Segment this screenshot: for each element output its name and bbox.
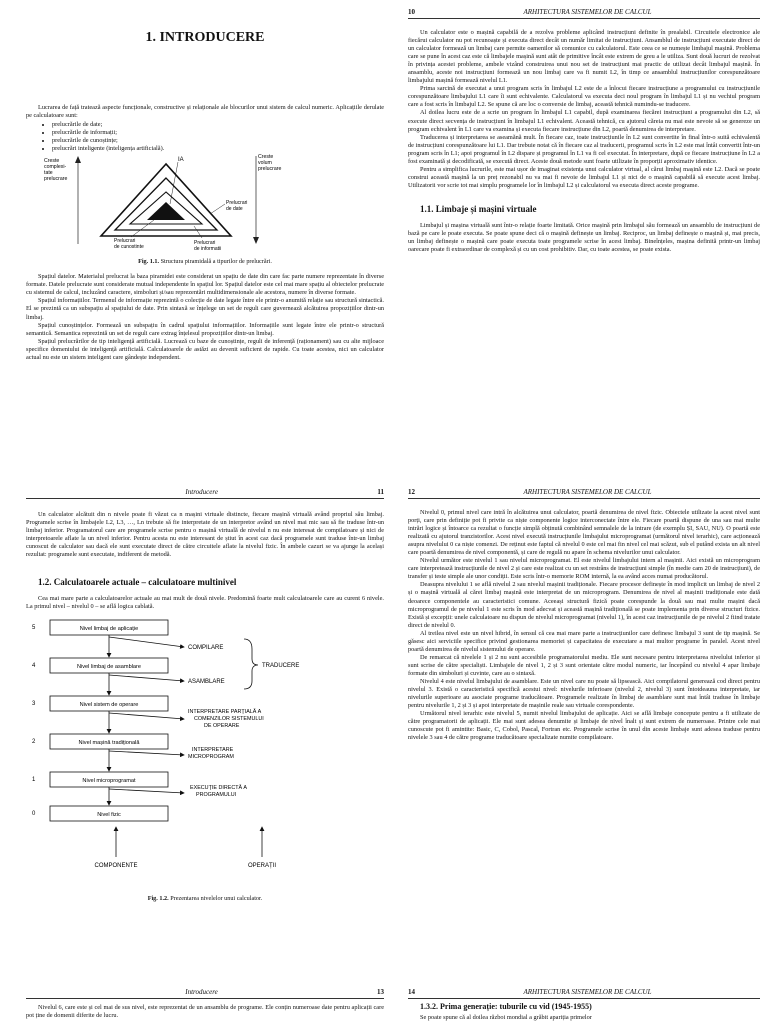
interp-micro-l2: MICROPROGRAM xyxy=(188,754,234,761)
compilare-label: COMPILARE xyxy=(188,645,224,652)
page-number: 13 xyxy=(377,988,384,996)
level-number: 3 xyxy=(32,701,36,708)
executie-l1: EXECUȚIE DIRECTĂ A xyxy=(190,785,247,792)
header-title: ARHITECTURA SISTEMELOR DE CALCUL xyxy=(523,8,652,16)
left-label-l1: Creste xyxy=(44,158,60,165)
page-number: 11 xyxy=(377,488,384,496)
interp-partiala-l3: DE OPERARE xyxy=(204,723,240,730)
page-introducere xyxy=(26,8,384,478)
level-label: Nivel sistem de operare xyxy=(79,702,139,709)
right-label-l1: Creste xyxy=(258,154,274,161)
header-title: Introducere xyxy=(185,988,218,996)
level-number: 2 xyxy=(32,739,36,746)
level-number: 5 xyxy=(32,625,36,632)
interp-micro-l1: INTERPRETARE xyxy=(192,747,234,754)
figure-caption xyxy=(26,258,384,265)
right-label-l2: volum xyxy=(258,160,272,167)
header-title: Introducere xyxy=(185,488,218,496)
level-number: 4 xyxy=(32,663,36,670)
paragraph: Al doilea lucru este de a scrie un program în limbajul L1 capabil, după examinarea fiecărei instrucțiuni a programului din L2, să execute direct secvența de instrucțiuni în limbajul L1 echivalent. Această tehnică, cu ajutorul căreia nu mai este nevoie să se genereze un program echivalent în L1 care va examina și executa fiecare instrucțiune din L2, poartă denumirea de interpretare. xyxy=(408,109,760,133)
header-title: ARHITECTURA SISTEMELOR DE CALCUL xyxy=(523,488,652,496)
paragraph: Spațiul informațiilor. Termenul de informație reprezintă o colecție de date legate între ele printr-o anumită relație sau structură sintactică. El se prezintă ca un subspațiu al spațiului de date. Prin sintaxă se înțelege un set de reguli care guvernează alcătuirea propozițiilor dintr-un limbaj. xyxy=(26,297,384,321)
level-label: Nivel fizic xyxy=(97,812,121,819)
pyramid-figure xyxy=(26,154,384,250)
label-informatii-l1: Prelucrari xyxy=(194,240,216,247)
label-date xyxy=(226,200,249,212)
label-date-l2: de date xyxy=(226,206,243,213)
interp-partiala-l2: COMENZILOR SISTEMULUI xyxy=(194,716,264,723)
running-header xyxy=(408,488,760,499)
level-label: Nivel mașină tradițională xyxy=(78,740,140,747)
apex-label: IA xyxy=(178,157,184,164)
paragraph: Un calculator este o mașină capabilă de a rezolva probleme aplicând instrucțiuni definite în prealabil. Circuitele electronice ale fiecărui calculator nu pot recunoaște și executa direct decât un număr limitat de instrucțiuni. Ansamblul de instrucțiuni executate direct de un calculator formează un limbaj care permite oamenilor să comunice cu calculatorul. Este ceea ce se numește limbajul mașină. Problema care se pune în acest caz este că limbajele mașină sunt atât de primitive încât este extrem de greu a le utiliza. Sunt două lucruri de rezolvat în privința acestei probleme, ambele vizând construirea unui nou set de instrucțiuni mai practic de utilizat decât limbajul mașină. În ansamblu, aceste noi instrucțiuni formează un nou limbaj care va fi numit L2, în timp ce ansamblul instrucțiunilor corespunzătoare limbajului mașină formează nivelul L1. xyxy=(408,29,760,85)
paragraph: Pentru a simplifica lucrurile, este mai ușor de imaginat existența unui calculator virtual, al cărui limbaj mașină este L2. Dacă se poate construi această mașină la un preț rezonabil nu va mai fi nevoie de limbajul L1 și nici de o mașină capabilă să execute acest limbaj. Utilizatorii vor scrie tot mai simplu programele lor în limbajul L2 și calculatorul va executa direct aceste programe. xyxy=(408,165,760,189)
page-number: 14 xyxy=(408,988,415,996)
paragraph: Spațiul datelor. Materialul prelucrat la baza piramidei este considerat un spațiu de date din care fac parte numere reprezentate în diverse formate. Datele prelucrate sunt considerate mutual independente în spațiul lor. Spațiul datelor este cel mai mare spațiu al obiectelor prelucrate cu sistemul de calcul, incluzând caractere, simboluri și/sau reprezentări multidimensionale ale acestora, numere în diverse formate. xyxy=(26,273,384,297)
intro-paragraph: Lucrarea de față tratează aspecte funcționale, constructive și relaționale ale blocurilor unui sistem de calcul numeric. Aplicațiile derulate pe calculatoare sunt: xyxy=(26,104,384,120)
paragraph: Deasupra nivelului 1 se află nivelul 2 sau nivelul mașinii tradiționale. Fiecare procesor definește în mod implicit un limbaj de nivel 2 și o mașină virtuală al cărei limbaj mașină este interpretat de un microprogram. Denumirea de nivel al mașinii tradiționale este dată deoarece componentele au caracteristici comune. Aceeași structură fizică poate corespunde la două sau mai multe mașini dacă microprogramul de pe nivelul 1 este scris în mod adecvat și această mașină tradițională se poate implementa prin diverse structuri fizice. Există și excepții: unele calculatoare nu dispun de nivelul microprogramat (nivelul 1), în acest caz instrucțiunile de pe nivelul 2 fiind tratate direct de nivelul 0. xyxy=(408,581,760,629)
paragraph: Spațiul prelucrărilor de tip inteligență artificială. Lucrează cu baze de cunoștințe, reguli de inferență (raționament) sau cu alte mijloace specifice domeniului de inteligență artificială. Calculatoarele de astăzi au devenit suficient de rapide. Cu toate acestea, nici un calculator actual nu este un sistem inteligent care gândește independent. xyxy=(26,337,384,361)
paragraph: Nivelul următor este nivelul 1 sau nivelul microprogramat. El este nivelul limbajului intern al mașinii. Aici există un microprogram care interpretează instrucțiunile de nivel 2 și care este realizat cu un set restrâns de instrucțiuni simple (în medie cam 20 de instrucțiuni), de transfer și teste simple ale unor condiții. Este scris într-o memorie ROM internă, la ea având acces numai producătorul. xyxy=(408,557,760,581)
level-number: 0 xyxy=(32,811,36,818)
caption-text: Prezentarea nivelelor unui calculator. xyxy=(170,895,263,903)
page-number: 10 xyxy=(408,8,415,16)
level-label: Nivel microprogramat xyxy=(82,778,136,785)
page-11 xyxy=(26,488,384,978)
chapter-title: 1. INTRODUCERE xyxy=(145,30,265,45)
paragraph: Limbajul și mașina virtuală sunt într-o relație foarte limitată. Orice mașină prin limbajul său formează un ansamblu de instrucțiuni de bază pe care le poate executa. Se poate spune deci că o mașină definește un limbaj. Reciproc, un limbaj definește o mașină și, mai precis, un limbaj definește o mașină care poate executa toate programele scrise în acest limbaj. Bineînțeles, mașina definită printr-un limbaj oarecare poate fi extraordinar de complexă și cu un cost prohibitiv. Dar, cu toate acestea, se poate exista. xyxy=(408,221,760,254)
left-label-l2: complexi- xyxy=(44,164,67,171)
section-heading: 1.3.2. Prima generație: tuburile cu vid (1945-1955) xyxy=(420,1002,592,1011)
caption-number: Fig. 1.2. xyxy=(147,895,169,903)
left-arrow xyxy=(75,156,81,244)
level-label: Nivel limbaj de asamblare xyxy=(76,664,142,671)
page-12 xyxy=(408,488,760,978)
paragraph: Prima sarcină de executat a unui program scris în limbajul L2 este de a înlocui fiecare instrucțiune a programului cu instrucțiunile corespunzătoare limbajului L1 care îi sunt echivalente. Calculatorul va executa deci noul program în limbajul L1 și nu vechiul program care a fost scris în limbajul L2. Se spune că are loc o conversie de limbaj, această tehnică numindu-se traducere. xyxy=(408,85,760,109)
level-number: 1 xyxy=(32,777,36,784)
left-label xyxy=(44,158,68,182)
componente-label: COMPONENTE xyxy=(94,863,138,870)
levels-figure xyxy=(26,617,384,887)
label-cunostinte-l1: Prelucrari xyxy=(114,238,136,245)
label-informatii xyxy=(194,240,221,250)
label-cunostinte-l2: de cunostinte xyxy=(114,244,144,251)
paragraph: Se poate spune că al doilea război mondial a grăbit apariția primelor xyxy=(420,1014,592,1021)
paragraph: Traducerea și interpretarea se aseamănă mult. În fiecare caz, toate instrucțiunile în L2 sunt convertite în final într-o suită echivalentă de instrucțiuni corespunzătoare lui L1. Dar trebuie notat că în fiecare caz al traducerii, programul scris în L2 este mai întâi convertit într-un program scris în L1; apoi programul în L2 dispare și programul în L1 va fi cel executat. În interpretare, după ce fiecare instrucțiune în L2 a fost examinată și decodificată, se execută direct. Aceste două metode sunt foarte utilizate în proporții aproximativ identice. xyxy=(408,133,760,165)
pyramid-core xyxy=(147,202,185,220)
paragraph: Un calculator alcătuit din n nivele poate fi văzut ca n mașini virtuale distincte, fiecare mașină virtuală având propriul său limbaj. Programele scrise în limbajele L2, L3, …, Ln trebuie să fie interpretate de un interpretor având un nivel mai mic sau să fie traduse într-un limbaj inferior. Programatorul care are programele scrise pentru o mașină virtuală de nivelul n nu este interesat de compilatoare și nici de interpretoarele aflate la un nivel inferior. Pentru acesta nu este interesant de știut în acest caz dacă programele sunt traduse într-un limbaj cunoscut de calculator sau dacă ele sunt executate direct de către circuitele aflate la nivelul fizic. În ambele cazuri se va ajunge la același rezultat: programele sunt executate, indiferent de metodă. xyxy=(26,511,384,559)
list-item: • prelucrările de informații; xyxy=(52,129,384,137)
right-label-l3: prelucrare xyxy=(258,166,282,173)
left-label-l4: prelucrare xyxy=(44,176,68,183)
label-informatii-l2: de informatii xyxy=(194,246,222,251)
page-number: 12 xyxy=(408,488,415,496)
caption-number: Fig. 1.1. xyxy=(138,258,160,266)
section-heading: 1.2. Calculatoarele actuale – calculatoare multinivel xyxy=(38,577,237,588)
paragraph: Nivelul 0, primul nivel care intră în alcătuirea unui calculator, poartă denumirea de nivel fizic. Obiectele utilizate la acest nivel sunt porți, care prin definiție pot fi privite ca niște componente logice interconectate între ele. Fiecare poartă dispune de una sau mai multe intrări logice și întoarce ca rezultat o funcție simplă obținută combinând semnalele de la intrare (de exemplu ȘI, SAU, NU). O poartă este realizată cu ajutorul tranzistorilor. Acest nivel execută instrucțiunile limbajului microprogramat (următorul nivel ierarhic), care acționează asupra nivelului 0 ca niște comenzi. De reținut este faptul că nivelul 0 este cel mai fin nivel cel mai scăzut, sub el putând exista un alt nivel care poartă denumirea de nivel componentă, și care de regulă nu apare în schema nivelurilor unui calculator. xyxy=(408,509,760,557)
label-cunostinte xyxy=(114,238,144,250)
list-item: • prelucrări inteligente (inteligența artificială). xyxy=(52,145,384,153)
traducere-label: TRADUCERE xyxy=(262,663,300,670)
left-label-l3: tate xyxy=(44,170,53,177)
running-header xyxy=(26,488,384,499)
figure-caption xyxy=(26,895,384,902)
page-10 xyxy=(408,8,760,478)
processing-list xyxy=(26,121,384,153)
running-header xyxy=(408,8,760,19)
label-date-l1: Prelucrari xyxy=(226,200,248,207)
header-title: ARHITECTURA SISTEMELOR DE CALCUL xyxy=(523,988,652,996)
bottom-arrows xyxy=(116,827,262,857)
paragraph: Nivelul 6, care este și cel mai de sus nivel, este reprezentat de un ansamblu de programe. Ele conțin numeroase date pentru aplicații care pot ține de domenii diferite de lucru. xyxy=(26,1004,384,1020)
level-label: Nivel limbaj de aplicație xyxy=(79,626,139,633)
list-item: • prelucrările de date; xyxy=(52,121,384,129)
section-heading: 1.1. Limbaje și mașini virtuale xyxy=(420,203,537,214)
caption-text: Structura piramidală a tipurilor de prelucrări. xyxy=(160,258,272,266)
paragraph: Spațiul cunoștințelor. Formează un subspațiu în cadrul spațiului informațiilor. Informațiile sunt legate între ele printr-o structură semantică. Semantica reprezintă un set de reguli care extrag înțelesul propozițiilor dintr-un limbaj. xyxy=(26,321,384,337)
list-item: • prelucrările de cunoștințe; xyxy=(52,137,384,145)
paragraph: Nivelul 4 este nivelul limbajului de asamblare. Este un nivel care nu poate să lipsească. Aici compilatorul generează cod direct pentru nivelul 3. Există o caracteristică specifică acestui nivel: nivelurile inferioare (nivelul 2, nivelul 3) sunt întotdeauna interpretate, iar nivelurile superioare au asociate programe traducătoare. Programele realizate în limbaj de asamblare sunt mai întâi traduse în limbaje pentru nivelurile 1, 2 și 3 și apoi interpretate de mașinile reale sau virtuale corespondente. xyxy=(408,677,760,710)
running-header xyxy=(26,988,384,999)
operatii-label: OPERAȚII xyxy=(247,863,277,870)
interp-partiala-l1: INTERPRETARE PARȚIALĂ A xyxy=(188,709,262,716)
page-14 xyxy=(408,988,760,1024)
paragraph: De remarcat că nivelele 1 și 2 nu sunt accesibile programatorului mediu. Ele sunt necesare pentru interpretarea nivelului inferior și sunt scrise de către specialiști. Limbajele de nivel 1, 2 și 3 sunt orientate către modul numeric, iar începând cu nivelul 4 apar limbaje formate din simboluri și cuvinte, care au o sintaxă. xyxy=(408,653,760,677)
right-label xyxy=(258,154,281,172)
running-header xyxy=(408,988,760,999)
executie-l2: PROGRAMULUI xyxy=(196,792,237,799)
paragraph: Al treilea nivel este un nivel hibrid, în sensul că cea mai mare parte a instrucțiunilor care definesc limbajul 3 sunt de tip mașină. Se găsesc aici serviciile specifice privind gestionarea memoriei și capacitatea de executare a mai multor programe în paralel. Acest nivel poartă denumirea de nivelul sistemului de operare. xyxy=(408,629,760,653)
paragraph: Următorul nivel ierarhic este nivelul 5, numit nivelul limbajului de aplicație. Aici se află limbaje concepute pentru a fi utilizate de către programatorii de aplicații. Ele mai sunt adesea denumite și limbaje de nivel înalt și sunt extrem de numeroase. Printre cele mai cunoscute pot fi amintite: Basic, C, Cobol, Pascal, Fortran etc. Programele scrise în unul din aceste limbaje sunt adesea traduse pentru nivelele 3 sau 4 de către programe traducătoare specializate numite compilatoare. xyxy=(408,710,760,742)
asamblare-label: ASAMBLARE xyxy=(188,679,225,686)
page-13 xyxy=(26,988,384,1024)
paragraph: Cea mai mare parte a calculatoarelor actuale au mai mult de două nivele. Predomină foarte mult calculatoarele care au curent 6 nivele. La primul nivel – nivelul 0 – se află logica cablată. xyxy=(26,595,384,611)
